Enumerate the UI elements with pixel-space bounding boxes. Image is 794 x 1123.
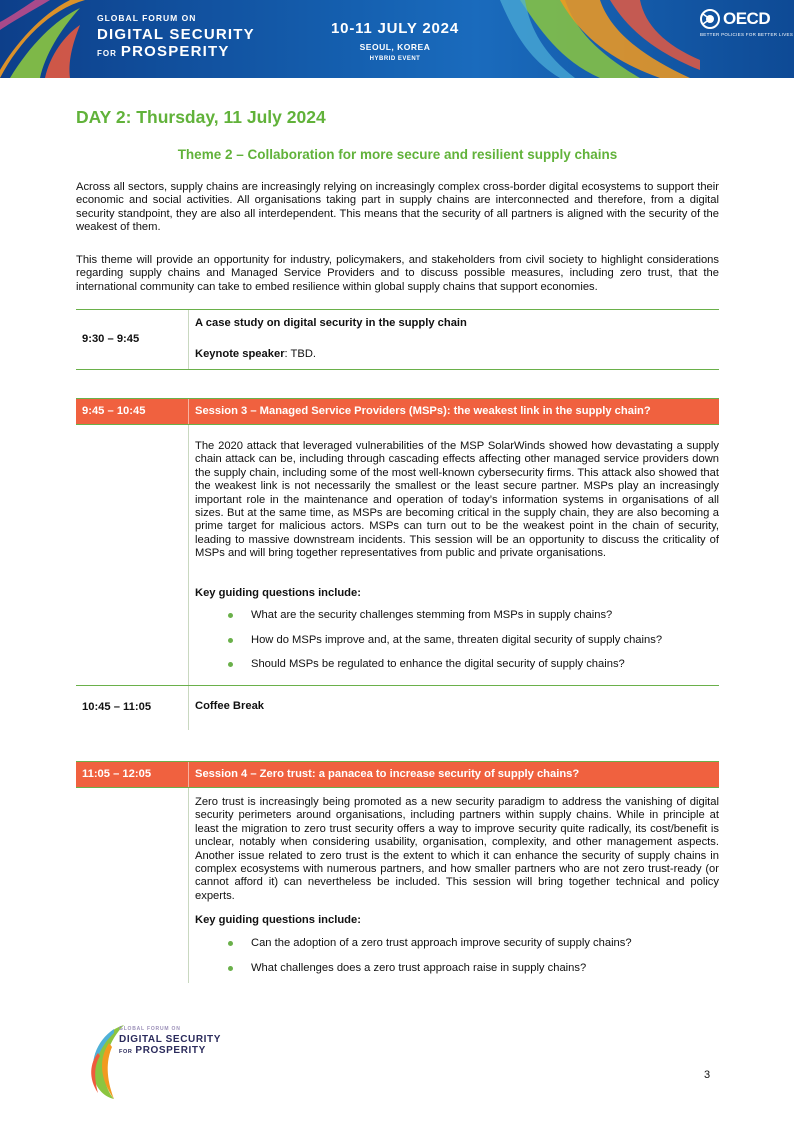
divider bbox=[76, 369, 719, 370]
session4-title: Session 4 – Zero trust: a panacea to increase security of supply chains? bbox=[195, 768, 580, 780]
session4-questions bbox=[228, 937, 718, 986]
oecd-tagline: BETTER POLICIES FOR BETTER LIVES bbox=[700, 32, 794, 37]
column-divider bbox=[188, 762, 189, 787]
event-name-line1: GLOBAL FORUM ON bbox=[97, 13, 197, 23]
event-name bbox=[97, 14, 255, 59]
session4-description: Zero trust is increasingly being promoted as a new security paradigm to address the vanishing of digital security perimeters around organisations, including partners within supply chains. While in principle at least the migration to zero trust security offers a way to improve security quite radically, its cost/benefit is unclear, notably when considering usability, organisation, complexity, and other management aspects. Another issue related to zero trust is the extent to which it can enhance the security of supply chains in complex ecosystems with numerous partners, and how smaller partners who are not zero trust-ready (or cannot afford it) can nevertheless be included. This session will bring together technical and policy experts. bbox=[195, 796, 719, 902]
question-text: Should MSPs be regulated to enhance the digital security of supply chains? bbox=[251, 658, 625, 670]
keynote-speaker bbox=[195, 348, 719, 361]
event-info bbox=[300, 20, 490, 62]
session3-title: Session 3 – Managed Service Providers (MSPs): the weakest link in the supply chain? bbox=[195, 405, 651, 417]
keynote-speaker-value: : TBD. bbox=[284, 348, 317, 360]
footer-logo-for: FOR bbox=[119, 1049, 133, 1055]
session3-questions-label: Key guiding questions include: bbox=[195, 587, 361, 599]
list-item bbox=[228, 634, 718, 659]
footer-logo-line2: DIGITAL SECURITY bbox=[119, 1034, 222, 1045]
question-text: Can the adoption of a zero trust approach improve security of supply chains? bbox=[251, 937, 632, 949]
coffee-time: 10:45 – 11:05 bbox=[82, 701, 152, 713]
question-text: What are the security challenges stemming from MSPs in supply chains? bbox=[251, 609, 613, 621]
header-banner bbox=[0, 0, 794, 78]
event-name-prosperity: PROSPERITY bbox=[120, 42, 230, 60]
oecd-logo bbox=[700, 9, 793, 37]
keynote-time: 9:30 – 9:45 bbox=[82, 333, 140, 345]
session4-time: 11:05 – 12:05 bbox=[82, 768, 152, 780]
bullet-icon bbox=[228, 638, 233, 643]
footer-logo-text bbox=[119, 1027, 221, 1056]
oecd-emblem-icon bbox=[700, 9, 720, 29]
list-item bbox=[228, 609, 718, 634]
coffee-title: Coffee Break bbox=[195, 700, 265, 712]
session4-questions-label: Key guiding questions include: bbox=[195, 914, 361, 926]
event-dates: 10-11 JULY 2024 bbox=[331, 20, 459, 37]
event-name-for: FOR bbox=[97, 48, 117, 58]
list-item bbox=[228, 962, 718, 987]
session3-header bbox=[76, 398, 719, 425]
keynote-title: A case study on digital security in the supply chain bbox=[195, 317, 467, 329]
list-item bbox=[228, 658, 718, 683]
event-name-line2: DIGITAL SECURITY bbox=[97, 25, 255, 43]
session3-description: The 2020 attack that leveraged vulnerabilities of the MSP SolarWinds showed how devastating a supply chain attack can be, including through cascading effects affecting other managed service providers down the supply chain, including some of the most well-known cybersecurity firms. This attack also showed that the weakest link is not necessarily the smallest or the least secure partner. MSPs play an increasingly important role in the maintenance and operation of today’s information systems in organisations of all sizes. But at the same time, as MSPs are becoming critical in the supply chain, they are also becoming a prime target for malicious actors. MSPs can turn out to be the weakest point in the chain of security, leading to massive downstream incidents. This session will be an opportunity to discuss the criticality of MSPs and will bring together representatives from public and private organisations. bbox=[195, 440, 719, 560]
bullet-icon bbox=[228, 941, 233, 946]
theme-title: Theme 2 – Collaboration for more secure and resilient supply chains bbox=[177, 147, 618, 162]
bullet-icon bbox=[228, 613, 233, 618]
divider bbox=[76, 685, 719, 686]
divider bbox=[76, 309, 719, 310]
event-format: HYBRID EVENT bbox=[369, 56, 421, 62]
session3-time: 9:45 – 10:45 bbox=[82, 405, 146, 417]
column-divider bbox=[188, 788, 189, 983]
bullet-icon bbox=[228, 662, 233, 667]
list-item bbox=[228, 937, 718, 962]
day-title: DAY 2: Thursday, 11 July 2024 bbox=[76, 107, 326, 127]
bullet-icon bbox=[228, 966, 233, 971]
column-divider bbox=[188, 686, 189, 730]
column-divider bbox=[188, 399, 189, 424]
intro-paragraph-2: This theme will provide an opportunity for industry, policymakers, and stakeholders from civil society to highlight considerations regarding supply chains and Managed Service Providers and to discuss possible measures, including zero trust, that the international community can take to embed resilience within global supply chains that support economies. bbox=[76, 254, 719, 293]
column-divider bbox=[188, 425, 189, 685]
question-text: How do MSPs improve and, at the same, threaten digital security of supply chains? bbox=[251, 633, 663, 646]
footer-logo-line1: GLOBAL FORUM ON bbox=[119, 1026, 181, 1032]
footer-logo bbox=[84, 1023, 234, 1101]
session3-questions bbox=[228, 609, 718, 683]
footer-logo-prosperity: PROSPERITY bbox=[135, 1045, 206, 1056]
oecd-wordmark: OECD bbox=[723, 9, 771, 28]
page-number: 3 bbox=[704, 1069, 711, 1081]
column-divider bbox=[188, 310, 189, 370]
session4-header bbox=[76, 761, 719, 788]
event-location: SEOUL, KOREA bbox=[359, 42, 431, 52]
keynote-speaker-label: Keynote speaker bbox=[195, 348, 285, 360]
intro-paragraph-1: Across all sectors, supply chains are increasingly relying on increasingly complex cross-border digital ecosystems to support their economic and social activities. All organisations taking part in supply chains are interconnected and therefore, from a digital security standpoint, they are also all interdependent. This means that the security of all partners is aligned with the security of the weakest of them. bbox=[76, 181, 719, 234]
event-name-line3 bbox=[97, 44, 255, 59]
question-text: What challenges does a zero trust approach raise in supply chains? bbox=[251, 961, 587, 974]
footer-logo-line3 bbox=[119, 1046, 221, 1056]
